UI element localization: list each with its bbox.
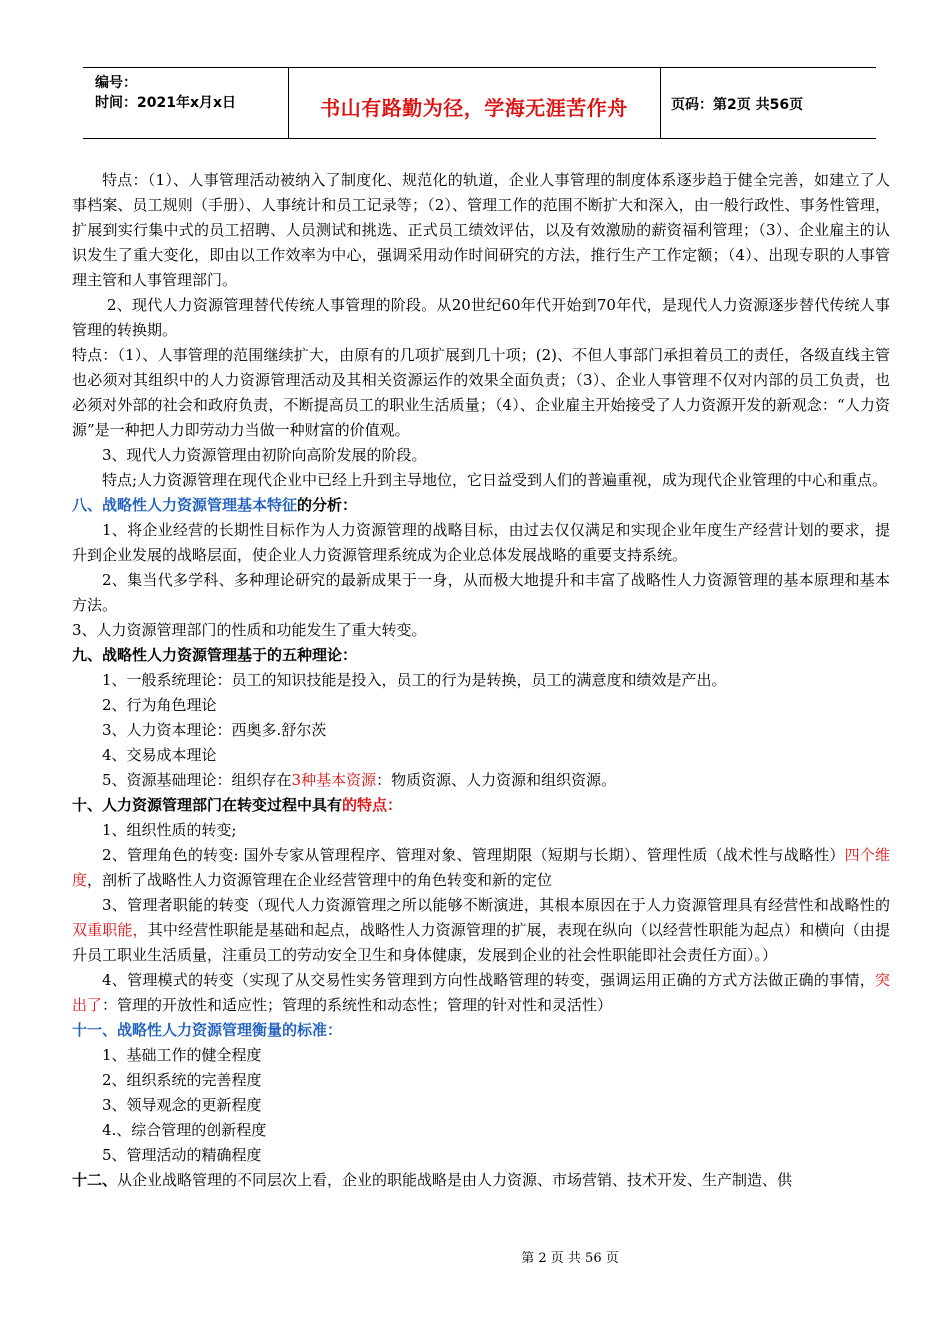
section-heading-9: 九、战略性人力资源管理基于的五种理论： <box>72 646 358 664</box>
header-page-cell <box>661 68 876 138</box>
list-item: 2、行为角色理论 <box>102 696 217 714</box>
motto: 书山有路勤为径，学海无涯苦作舟 <box>320 96 628 120</box>
list-item: 5、管理活动的精确程度 <box>102 1146 262 1164</box>
list-text: 4、管理模式的转变（实现了从交易性实务管理到方向性战略管理的转变，强调运用正确的方式方法做正确的事情， <box>102 971 875 989</box>
list-text: ，剖析了战略性人力资源管理在企业经营管理中的角色转变和新的定位 <box>87 871 553 889</box>
paragraph: 特点：（1）、人事管理活动被纳入了制度化、规范化的轨道，企业人事管理的制度体系逐步趋于健全完善，如建立了人事档案、员工规则（手册）、人事统计和员工记录等；（2）、管理工作的范围不断扩大和深入，由一般行政性、事务性管理，扩展到实行集中式的员工招聘、人员测试和挑选、正式员工绩效评估，以及有效激励的薪资福利管理；（3）、企业雇主的认识发生了重大变化，即由以工作效率为中心，强调采用动作时间研究的方法，推行生产工作定额；（4）、出现专职的人事管理主管和人事管理部门。 <box>72 171 890 289</box>
list-text: ：物质资源、人力资源和组织资源。 <box>376 771 617 789</box>
heading-text: 的分析： <box>297 496 358 514</box>
list-item: 1、组织性质的转变; <box>102 821 237 839</box>
paragraph: 3、人力资源管理部门的性质和功能发生了重大转变。 <box>72 621 427 639</box>
heading-highlight: 的特点： <box>342 796 403 814</box>
paragraph: 特点;人力资源管理在现代企业中已经上升到主导地位，它日益受到人们的普遍重视，成为现代企业管理的中心和重点。 <box>102 471 888 489</box>
number-label: 编号： <box>95 75 137 91</box>
list-text: 2、管理角色的转变: 国外专家从管理程序、管理对象、管理期限（短期与长期）、管理性质（战术性与战略性） <box>102 846 845 864</box>
list-text: 3、管理者职能的转变（现代人力资源管理之所以能够不断演进，其根本原因在于人力资源管理具有经营性和战略性的 <box>102 896 890 914</box>
page-footer: 第 2 页 共 56 页 <box>521 1251 619 1266</box>
list-text: 其中经营性职能是基础和起点，战略性人力资源管理的扩展，表现在纵向（以经营性职能为起点）和横向（由提升员工职业生活质量，注重员工的劳动安全卫生和身体健康，发展到企业的社会性职能即社会责任方面）。） <box>72 921 890 964</box>
highlight-text: 四个维度 <box>72 846 890 889</box>
page-header <box>83 67 876 139</box>
paragraph: 3、现代人力资源管理由初阶向高阶发展的阶段。 <box>102 446 427 464</box>
section-heading-12 <box>72 1168 890 1193</box>
list-item <box>72 843 890 893</box>
page-label: 页码：第2页 共56页 <box>671 97 804 113</box>
list-item <box>72 968 890 1018</box>
list-item: 1、基础工作的健全程度 <box>102 1046 262 1064</box>
list-item: 1、一般系统理论：员工的知识技能是投入，员工的行为是转换，员工的满意度和绩效是产出。 <box>102 671 727 689</box>
document-body <box>72 168 890 1193</box>
paragraph: 2、现代人力资源管理替代传统人事管理的阶段。从20世纪60年代开始到70年代，是现代人力资源逐步替代传统人事管理的转换期。 <box>72 296 890 339</box>
paragraph: 特点：（1）、人事管理的范围继续扩大，由原有的几项扩展到几十项；(2)、不但人事部门承担着员工的责任，各级直线主管也必须对其组织中的人力资源管理活动及其相关资源运作的效果全面负责；（3）、企业人事管理不仅对内部的员工负责，也必须对外部的社会和政府负责，不断提高员工的职业生活质量；（4）、企业雇主开始接受了人力资源开发的新观念：“人力资源”是一种把人力即劳动力当做一种财富的价值观。 <box>72 346 890 439</box>
list-text: 5、资源基础理论：组织存在 <box>102 771 292 789</box>
list-text: ：管理的开放性和适应性；管理的系统性和动态性；管理的针对性和灵活性） <box>102 996 613 1014</box>
header-motto-cell <box>288 68 661 138</box>
highlight-text: 3种基本资源 <box>291 771 377 789</box>
list-item: 4、交易成本理论 <box>102 746 217 764</box>
highlight-text: 双重职能， <box>72 921 148 939</box>
header-info-cell <box>83 68 289 138</box>
paragraph: 1、将企业经营的长期性目标作为人力资源管理的战略目标，由过去仅仅满足和实现企业年度生产经营计划的要求，提升到企业发展的战略层面，使企业人力资源管理系统成为企业总体发展战略的重要支持系统。 <box>72 521 890 564</box>
paragraph: 2、集当代多学科、多种理论研究的最新成果于一身，从而极大地提升和丰富了战略性人力资源管理的基本原理和基本方法。 <box>72 571 890 614</box>
list-item: 3、人力资本理论：西奥多.舒尔茨 <box>102 721 327 739</box>
section-heading-8 <box>72 493 890 518</box>
time-label: 时间：2021年x月x日 <box>95 95 237 111</box>
list-item: 2、组织系统的完善程度 <box>102 1071 262 1089</box>
heading-text: 十二、 <box>72 1171 118 1189</box>
section-heading-11: 十一、战略性人力资源管理衡量的标准： <box>72 1021 343 1039</box>
highlight-text: 突出了 <box>72 971 890 1014</box>
list-item: 4.、综合管理的创新程度 <box>102 1121 267 1139</box>
heading-text: 八、战略性人力资源管理基本特征 <box>72 496 298 514</box>
heading-text: 十、人力资源管理部门在转变过程中具有 <box>72 796 343 814</box>
list-item: 3、领导观念的更新程度 <box>102 1096 262 1114</box>
section-heading-10 <box>72 793 890 818</box>
paragraph-text: 从企业战略管理的不同层次上看，企业的职能战略是由人力资源、市场营销、技术开发、生产制造、供 <box>117 1171 793 1189</box>
list-item <box>72 768 890 793</box>
list-item <box>72 893 890 968</box>
